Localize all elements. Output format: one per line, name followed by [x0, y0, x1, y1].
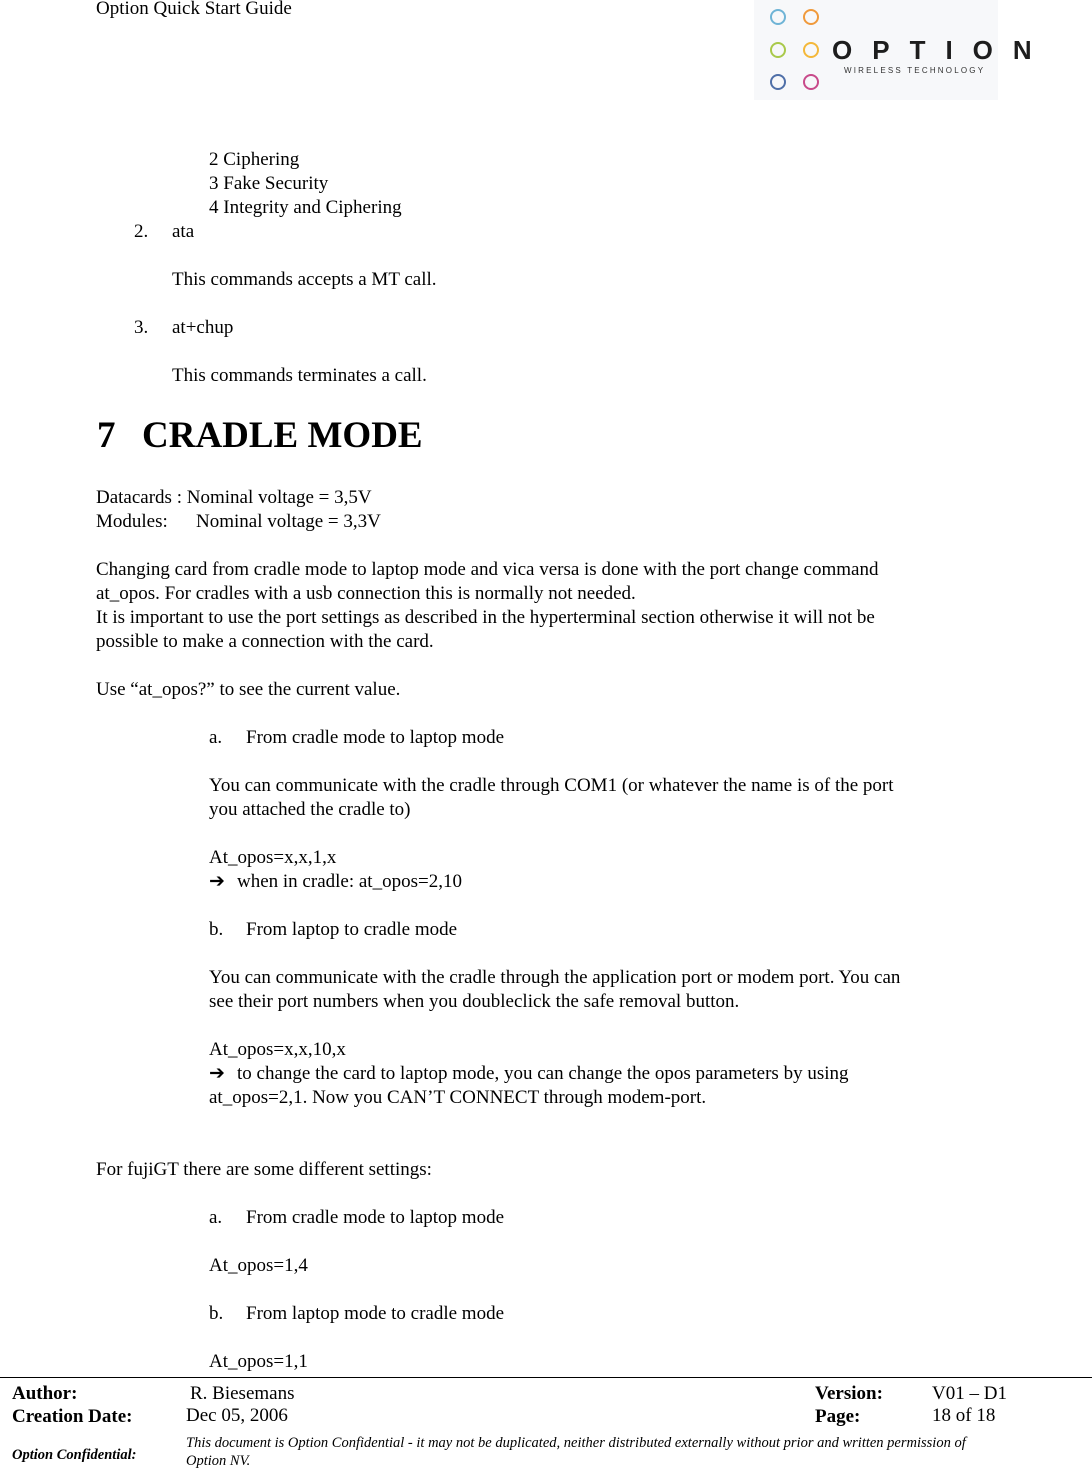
body-text: see their port numbers when you doubleclick the safe removal button.: [209, 991, 740, 1012]
version-label: Version:: [815, 1383, 883, 1404]
datacards-voltage: Datacards : Nominal voltage = 3,5V: [96, 487, 372, 508]
logo-dot: [771, 10, 785, 24]
arrow-note: when in cradle: at_opos=2,10: [237, 871, 462, 892]
logo-dot: [804, 43, 818, 57]
body-text: You can communicate with the cradle through COM1 (or whatever the name is of the port: [209, 775, 894, 796]
list-marker: a.: [209, 1207, 223, 1228]
command-description: This commands terminates a call.: [172, 365, 427, 386]
command-ata: ata: [172, 221, 195, 242]
page-number: 18 of 18: [932, 1405, 996, 1426]
section-title: CRADLE MODE: [142, 415, 423, 456]
command-code: At_opos=1,4: [209, 1255, 308, 1276]
section-number: 7: [97, 415, 116, 456]
list-item: 4 Integrity and Ciphering: [209, 197, 402, 218]
list-marker: b.: [209, 919, 224, 940]
body-text: you attached the cradle to): [209, 799, 411, 820]
modules-voltage: Nominal voltage = 3,3V: [196, 511, 381, 532]
command-code: At_opos=1,1: [209, 1351, 308, 1372]
confidential-label: Option Confidential:: [12, 1447, 137, 1463]
author-label: Author:: [12, 1383, 78, 1404]
command-description: This commands accepts a MT call.: [172, 269, 437, 290]
list-marker: a.: [209, 727, 223, 748]
version-value: V01 – D1: [932, 1383, 1007, 1404]
arrow-note-continued: at_opos=2,1. Now you CAN’T CONNECT through modem-port.: [209, 1087, 707, 1108]
subsection-title: From laptop mode to cradle mode: [246, 1303, 505, 1324]
paragraph-line: possible to make a connection with the card.: [96, 631, 434, 652]
list-number: 3.: [134, 317, 149, 338]
command-code: At_opos=x,x,1,x: [209, 847, 337, 868]
confidential-notice-line: This document is Option Confidential - it may not be duplicated, neither distributed externally without prior and written permission of: [186, 1435, 966, 1451]
logo-dot: [771, 43, 785, 57]
use-instruction: Use “at_opos?” to see the current value.: [96, 679, 401, 700]
list-number: 2.: [134, 221, 149, 242]
logo-brand-text: OPTION: [832, 35, 1052, 65]
command-code: At_opos=x,x,10,x: [209, 1039, 346, 1060]
logo-dot: [771, 75, 785, 89]
fuji-intro: For fujiGT there are some different settings:: [96, 1159, 432, 1180]
arrow-icon: ➔: [209, 1063, 225, 1084]
logo-tagline: WIRELESS TECHNOLOGY: [844, 66, 986, 75]
paragraph-line: It is important to use the port settings as described in the hyperterminal section otherwise it will not be: [96, 607, 875, 628]
subsection-title: From laptop to cradle mode: [246, 919, 458, 940]
list-item: 3 Fake Security: [209, 173, 329, 194]
modules-label: Modules:: [96, 511, 168, 532]
confidential-notice: [186, 1434, 1091, 1470]
subsection-title: From cradle mode to laptop mode: [246, 1207, 505, 1228]
confidential-notice-line: Option NV.: [186, 1453, 251, 1469]
page-label: Page:: [815, 1406, 861, 1427]
list-item: 2 Ciphering: [209, 149, 300, 170]
creation-date-label: Creation Date:: [12, 1406, 133, 1427]
list-marker: b.: [209, 1303, 224, 1324]
creation-date-value: Dec 05, 2006: [186, 1405, 288, 1426]
document-title: Option Quick Start Guide: [96, 0, 292, 19]
logo-dot: [804, 75, 818, 89]
option-logo: [754, 0, 1052, 100]
paragraph-line: at_opos. For cradles with a usb connection this is normally not needed.: [96, 583, 636, 604]
logo-dot: [804, 10, 818, 24]
author-value: R. Biesemans: [190, 1383, 295, 1404]
footer-divider: [0, 1377, 1092, 1378]
command-at-chup: at+chup: [172, 317, 234, 338]
subsection-title: From cradle mode to laptop mode: [246, 727, 505, 748]
paragraph-line: Changing card from cradle mode to laptop mode and vica versa is done with the port change command: [96, 559, 879, 580]
arrow-note: to change the card to laptop mode, you can change the opos parameters by using: [237, 1063, 849, 1084]
body-text: You can communicate with the cradle through the application port or modem port. You can: [209, 967, 901, 988]
arrow-icon: ➔: [209, 871, 225, 892]
